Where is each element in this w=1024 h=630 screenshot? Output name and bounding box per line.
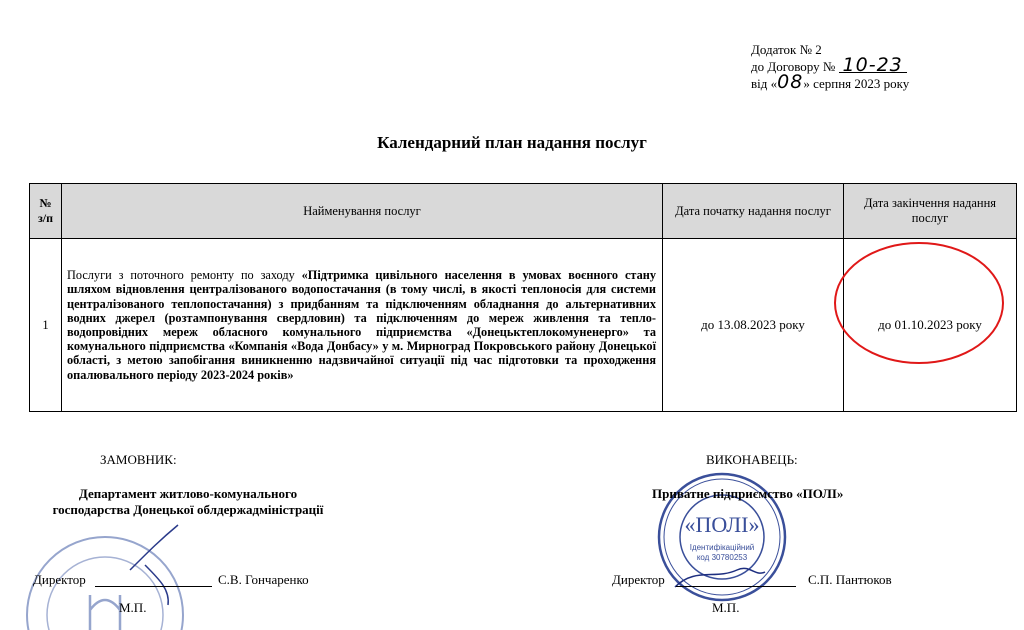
service-description [62, 239, 663, 412]
service-description-plain: Послуги з поточного ремонту по заходу [67, 268, 302, 283]
customer-signature-line [95, 586, 212, 587]
contractor-director-name: С.П. Пантюков [808, 572, 892, 587]
contractor-director-label: Директор [612, 572, 665, 587]
contract-day: 08 [777, 71, 804, 93]
stamp-id-label: Ідентифікаційний [689, 543, 755, 552]
stamp-company-name: «ПОЛІ» [684, 512, 760, 537]
customer-director-name: С.В. Гончаренко [218, 572, 309, 587]
customer-seal-mark: М.П. [119, 600, 147, 615]
contract-date-line [751, 71, 910, 93]
header-end-date: Дата закінчення надання послуг [844, 184, 1017, 239]
header-number [30, 184, 62, 239]
contractor-signature-line [676, 586, 796, 587]
table-header-row [30, 184, 1017, 239]
customer-org-line2: господарства Донецької облдержадміністрації [52, 502, 324, 517]
contractor-stamp [655, 462, 790, 612]
contractor-heading: ВИКОНАВЕЦЬ: [706, 452, 798, 467]
annex-block [751, 42, 909, 92]
row-number: 1 [30, 239, 62, 412]
customer-director-label: Директор [33, 572, 86, 587]
service-description-bold: «Підтримка цивільного населення в умовах воєнного стану шляхом відновлення централізованого водопостачання (в тому числі, в якості теплоносія для системи централізованого теплопостачання) з придбанням та підключенням обладнання до альтернативних водних джерел (розтампонування свердловин) та підключенням до мереж живлення та тепло-водопровідних мереж обласного комунального підприємства «Донецьктеплокомуненерго» та комунального підприємства «Компанія «Вода Донбасу» у м. Мирноград Покровського району Донецької області, з метою запобігання виникненню надзвичайної ситуації під час підготовки та проходження опалювального періоду 2023-2024 років» [67, 268, 656, 382]
header-service-name: Найменування послуг [62, 184, 663, 239]
header-number-top: № [39, 196, 52, 210]
contract-prefix: до Договору № [751, 59, 836, 74]
header-number-bottom: з/п [37, 211, 54, 225]
red-circle-annotation [834, 242, 1004, 364]
annex-title: Додаток № 2 [751, 42, 822, 57]
page-title: Календарний план надання послуг [377, 133, 647, 152]
contractor-organization: Приватне підприємство «ПОЛІ» [652, 486, 844, 501]
customer-heading: ЗАМОВНИК: [100, 452, 177, 467]
contract-number-line [751, 54, 909, 76]
customer-organization [29, 486, 347, 518]
customer-org-line1: Департамент житлово-комунального [78, 486, 298, 501]
stamp-id-code: код 30780253 [696, 553, 748, 562]
header-start-date: Дата початку надання послуг [663, 184, 844, 239]
contract-number: 10-23 [839, 58, 907, 73]
contractor-seal-mark: М.П. [712, 600, 740, 615]
date-prefix: від « [751, 76, 778, 91]
date-suffix: » серпня 2023 року [803, 76, 910, 91]
end-date: до 01.10.2023 року [844, 239, 1017, 412]
start-date: до 13.08.2023 року [663, 239, 844, 412]
